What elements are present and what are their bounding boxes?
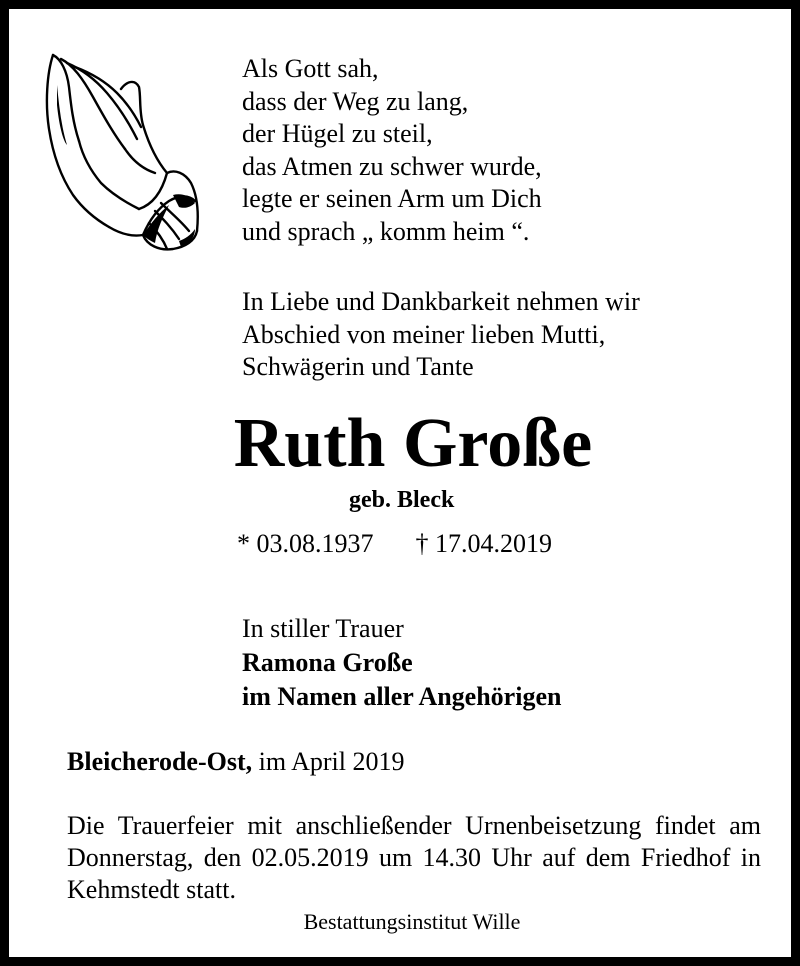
mourners: [242, 612, 561, 714]
poem-line: das Atmen zu schwer wurde,: [242, 151, 542, 181]
mourning-intro: In stiller Trauer: [242, 614, 404, 643]
poem-line: der Hügel zu steil,: [242, 119, 433, 148]
farewell-line: Schwägerin und Tante: [242, 352, 474, 381]
poem: [242, 53, 542, 248]
service-notice: Die Trauerfeier mit anschließender Urnenbeisetzung findet am Donnerstag, den 02.05.2019 um 14.30 Uhr auf dem Friedhof in Kehmstedt statt.: [67, 811, 761, 904]
deceased-name: Ruth Große: [233, 405, 593, 482]
birth-date: * 03.08.1937: [237, 529, 374, 558]
undertaker-name: Bestattungsinstitut Wille: [303, 909, 521, 934]
month-year: im April 2019: [252, 747, 405, 776]
place-and-date: [67, 747, 405, 777]
farewell-line: Abschied von meiner lieben Mutti,: [242, 319, 606, 349]
mourner-on-behalf: im Namen aller Angehörigen: [242, 682, 562, 711]
town: Bleicherode-Ost,: [67, 747, 253, 776]
poem-line: dass der Weg zu lang,: [242, 86, 469, 116]
poem-line: legte er seinen Arm um Dich: [242, 184, 542, 213]
birth-name: geb. Bleck: [349, 487, 455, 513]
mourner-name: Ramona Große: [242, 648, 413, 677]
death-date: † 17.04.2019: [415, 529, 552, 558]
farewell-text: [242, 286, 640, 384]
praying-hands-icon: [39, 45, 199, 255]
life-dates: [237, 529, 552, 559]
poem-line: und sprach „ komm heim “.: [242, 216, 530, 246]
poem-line: Als Gott sah,: [242, 54, 379, 83]
farewell-line: In Liebe und Dankbarkeit nehmen wir: [242, 287, 640, 316]
